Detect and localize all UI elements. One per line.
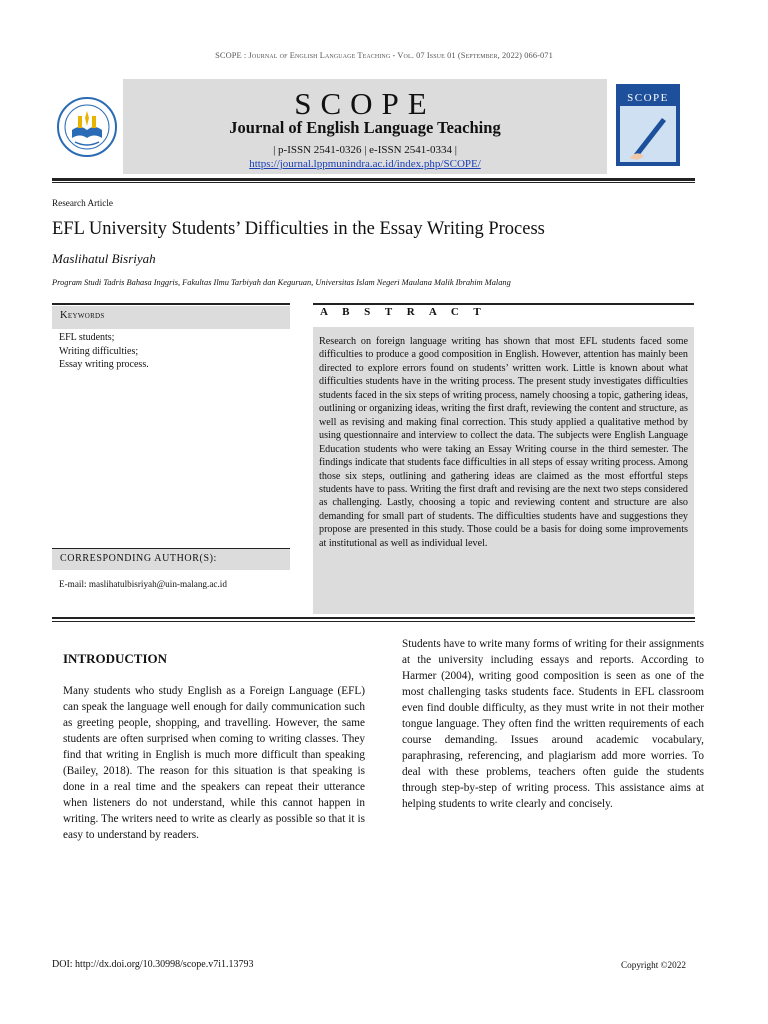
running-head-journal: SCOPE :	[215, 51, 249, 60]
body-rule-thin	[52, 621, 695, 622]
journal-name: SCOPE	[294, 86, 436, 121]
copyright-footer: Copyright ©2022	[621, 960, 686, 970]
keyword-item: Writing difficulties;	[59, 345, 139, 357]
author-name: Maslihatul Bisriyah	[52, 251, 156, 266]
corresponding-heading: CORRESPONDING AUTHOR(S):	[60, 553, 217, 564]
author-email: E-mail: maslihatulbisriyah@uin-malang.ac.id	[59, 579, 227, 589]
article-title: EFL University Students’ Difficulties in the Essay Writing Process	[52, 219, 545, 239]
keyword-item: EFL students;	[59, 332, 115, 343]
running-head	[0, 51, 768, 60]
section-heading-introduction: INTRODUCTION	[63, 651, 168, 666]
keywords-rule	[52, 303, 290, 305]
doi-footer: DOI: http://dx.doi.org/10.30998/scope.v7i1.13793	[52, 959, 254, 970]
header-rule-thick	[52, 178, 695, 181]
author-affiliation: Program Studi Tadris Bahasa Inggris, Fakultas Ilmu Tarbiyah dan Keguruan, Universitas Islam Negeri Maulana Malik Ibrahim Malang	[52, 278, 511, 287]
journal-subtitle: Journal of English Language Teaching	[229, 118, 501, 137]
journal-url-link[interactable]: https://journal.lppmunindra.ac.id/index.php/SCOPE/	[249, 158, 481, 170]
cover-title: SCOPE	[627, 92, 669, 104]
header-rule-thin	[52, 182, 695, 183]
abstract-text: Research on foreign language writing has shown that most EFL students faced some difficulties to produce a good composition in English. However, attention has mainly been directed to explore errors found on students’ written work. Little is known about what difficulties students have in the writing process. The present study investigates difficulties students faced in the six steps of writing process, namely choosing a topic, gathering ideas, outlining or organizing ideas, writing the first draft, reviewing the content and structure, as well as revising and making final correction. This study applied a qualitative method by using questionnaire and interview to collect the data. The subjects were English Language Education students who were taking an Essay Writing course in the third semester. The findings indicate that students face difficulties in all steps of essay writing process. Among those six steps, outlining and gathering ideas are claimed as the most effortful steps students have to pass. Writing the first draft and revising are the next two steps considered as challenging. Lastly, choosing a topic and reviewing content and structure are also demanding for small part of students. The difficulties students have and suggestions they propose are presented in this study. Those could be a basis for doing some improvements at institutional as well as individual level.	[319, 336, 688, 549]
university-logo-icon	[56, 96, 118, 158]
abstract-rule	[313, 303, 694, 305]
running-head-issue: Journal of English Language Teaching - Vol. 07 Issue 01 (September, 2022) 066-071	[248, 51, 553, 60]
intro-paragraph-left: Many students who study English as a Foreign Language (EFL) can speak the language well enough for daily communication such as greeting people, shopping, and travelling. However, the same students are often surprised when coming to writing classes. They find that writing in English is much more difficult than speaking (Bailey, 2018). The reason for this situation is that speaking is done in a real time and the speakers can repeat their utterance when listeners do not understand, while this cannot happen in writing. The writers need to write as clearly as possible so that it is easy to understand by readers.	[63, 685, 365, 842]
article-type: Research Article	[52, 198, 113, 208]
journal-cover-image	[616, 84, 680, 166]
body-rule-thick	[52, 617, 695, 619]
issn-line: | p-ISSN 2541-0326 | e-ISSN 2541-0334 |	[273, 144, 457, 156]
keyword-item: Essay writing process.	[59, 359, 149, 370]
keywords-list	[59, 331, 149, 372]
abstract-heading: A B S T R A C T	[320, 306, 487, 318]
intro-paragraph-right: Students have to write many forms of writing for their assignments at the university including essays and reports. According to Harmer (2004), writing good composition is seen as one of the most challenging tasks students face. Students in EFL classroom even find double difficulty, as they must write in not their mother tongue language. They often find the written requirements of each course demanding. Issues around academic vocabulary, paraphrasing, referencing, and plagiarism add more worries. To deal with these problems, teachers often guide the students through step-by-step of writing process. This assistance aims at helping students to write clearly and concisely.	[402, 638, 704, 811]
keywords-heading: Keywords	[60, 310, 105, 321]
